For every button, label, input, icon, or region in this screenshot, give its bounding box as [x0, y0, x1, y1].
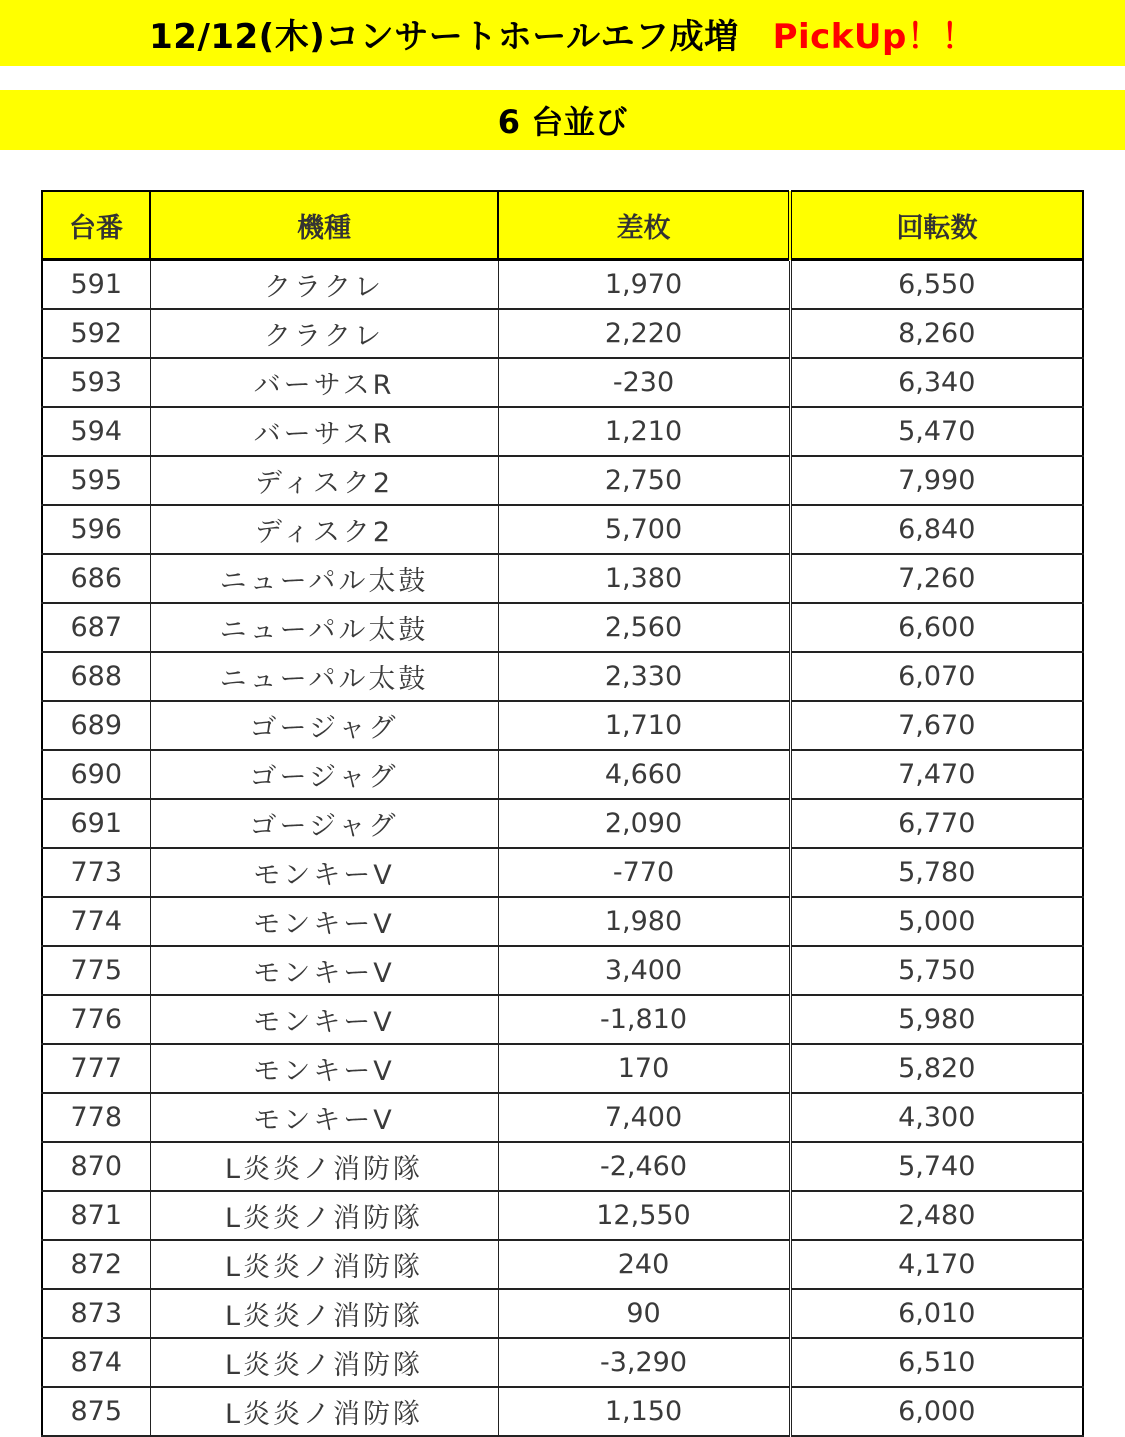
model-cell: バーサスR [150, 358, 498, 407]
column-header-machine-number: 台番 [42, 191, 150, 260]
spins-cell: 6,840 [790, 505, 1083, 554]
spins-cell: 6,600 [790, 603, 1083, 652]
table-row [42, 750, 1083, 799]
machine-number-cell: 875 [42, 1387, 150, 1436]
model-cell: クラクレ [150, 260, 498, 310]
spins-cell: 6,340 [790, 358, 1083, 407]
results-table-container [41, 190, 1082, 1437]
page-title: 12/12(木)コンサートホールエフ成増 [149, 16, 739, 57]
difference-cell: -230 [498, 358, 790, 407]
table-row [42, 995, 1083, 1044]
spins-cell: 6,070 [790, 652, 1083, 701]
machine-number-cell: 594 [42, 407, 150, 456]
table-row [42, 946, 1083, 995]
spins-cell: 5,980 [790, 995, 1083, 1044]
difference-cell: -3,290 [498, 1338, 790, 1387]
difference-cell: 1,150 [498, 1387, 790, 1436]
difference-cell: 1,970 [498, 260, 790, 310]
machine-number-cell: 778 [42, 1093, 150, 1142]
difference-cell: 1,980 [498, 897, 790, 946]
model-cell: ゴージャグ [150, 701, 498, 750]
model-cell: ディスク2 [150, 456, 498, 505]
machine-number-cell: 690 [42, 750, 150, 799]
machine-number-cell: 870 [42, 1142, 150, 1191]
machine-number-cell: 871 [42, 1191, 150, 1240]
table-row [42, 407, 1083, 456]
model-cell: ニューパル太鼓 [150, 652, 498, 701]
results-table [41, 190, 1084, 1437]
machine-number-cell: 686 [42, 554, 150, 603]
model-cell: モンキーV [150, 897, 498, 946]
model-cell: バーサスR [150, 407, 498, 456]
difference-cell: 1,210 [498, 407, 790, 456]
model-cell: ゴージャグ [150, 799, 498, 848]
difference-cell: 1,710 [498, 701, 790, 750]
model-cell: L炎炎ノ消防隊 [150, 1142, 498, 1191]
machine-number-cell: 593 [42, 358, 150, 407]
spins-cell: 4,300 [790, 1093, 1083, 1142]
machine-number-cell: 691 [42, 799, 150, 848]
title-banner [0, 0, 1125, 66]
table-row [42, 554, 1083, 603]
machine-number-cell: 596 [42, 505, 150, 554]
model-cell: L炎炎ノ消防隊 [150, 1240, 498, 1289]
table-row [42, 1191, 1083, 1240]
spins-cell: 5,000 [790, 897, 1083, 946]
table-row [42, 1289, 1083, 1338]
table-row [42, 1142, 1083, 1191]
difference-cell: 4,660 [498, 750, 790, 799]
model-cell: L炎炎ノ消防隊 [150, 1191, 498, 1240]
machine-number-cell: 776 [42, 995, 150, 1044]
difference-cell: 2,750 [498, 456, 790, 505]
machine-number-cell: 688 [42, 652, 150, 701]
machine-number-cell: 689 [42, 701, 150, 750]
table-row [42, 701, 1083, 750]
spins-cell: 6,010 [790, 1289, 1083, 1338]
table-row [42, 309, 1083, 358]
difference-cell: 90 [498, 1289, 790, 1338]
difference-cell: 1,380 [498, 554, 790, 603]
machine-number-cell: 592 [42, 309, 150, 358]
model-cell: ニューパル太鼓 [150, 603, 498, 652]
model-cell: モンキーV [150, 1044, 498, 1093]
spins-cell: 6,770 [790, 799, 1083, 848]
table-row [42, 1338, 1083, 1387]
difference-cell: -1,810 [498, 995, 790, 1044]
spins-cell: 7,670 [790, 701, 1083, 750]
table-header-row [42, 191, 1083, 260]
column-header-spins: 回転数 [790, 191, 1083, 260]
table-row [42, 260, 1083, 310]
model-cell: クラクレ [150, 309, 498, 358]
machine-number-cell: 777 [42, 1044, 150, 1093]
difference-cell: 240 [498, 1240, 790, 1289]
table-row [42, 652, 1083, 701]
spins-cell: 2,480 [790, 1191, 1083, 1240]
difference-cell: 2,090 [498, 799, 790, 848]
model-cell: ディスク2 [150, 505, 498, 554]
table-row [42, 1387, 1083, 1436]
model-cell: ゴージャグ [150, 750, 498, 799]
machine-number-cell: 873 [42, 1289, 150, 1338]
spins-cell: 6,000 [790, 1387, 1083, 1436]
difference-cell: 2,220 [498, 309, 790, 358]
column-header-model: 機種 [150, 191, 498, 260]
table-row [42, 848, 1083, 897]
subtitle-banner [0, 90, 1125, 150]
model-cell: モンキーV [150, 1093, 498, 1142]
spins-cell: 5,750 [790, 946, 1083, 995]
spins-cell: 8,260 [790, 309, 1083, 358]
table-row [42, 456, 1083, 505]
model-cell: モンキーV [150, 848, 498, 897]
machine-number-cell: 775 [42, 946, 150, 995]
spins-cell: 5,470 [790, 407, 1083, 456]
model-cell: モンキーV [150, 946, 498, 995]
spins-cell: 6,550 [790, 260, 1083, 310]
table-row [42, 358, 1083, 407]
difference-cell: -2,460 [498, 1142, 790, 1191]
difference-cell: 5,700 [498, 505, 790, 554]
table-row [42, 603, 1083, 652]
difference-cell: 2,560 [498, 603, 790, 652]
difference-cell: 2,330 [498, 652, 790, 701]
difference-cell: 12,550 [498, 1191, 790, 1240]
difference-cell: 7,400 [498, 1093, 790, 1142]
table-row [42, 505, 1083, 554]
table-body [42, 260, 1083, 1437]
difference-cell: 3,400 [498, 946, 790, 995]
spins-cell: 7,470 [790, 750, 1083, 799]
spins-cell: 4,170 [790, 1240, 1083, 1289]
spins-cell: 5,780 [790, 848, 1083, 897]
spins-cell: 5,740 [790, 1142, 1083, 1191]
machine-number-cell: 774 [42, 897, 150, 946]
spins-cell: 6,510 [790, 1338, 1083, 1387]
difference-cell: 170 [498, 1044, 790, 1093]
table-row [42, 799, 1083, 848]
model-cell: モンキーV [150, 995, 498, 1044]
spins-cell: 7,260 [790, 554, 1083, 603]
column-header-difference: 差枚 [498, 191, 790, 260]
machine-number-cell: 687 [42, 603, 150, 652]
difference-cell: -770 [498, 848, 790, 897]
machine-number-cell: 773 [42, 848, 150, 897]
table-row [42, 897, 1083, 946]
table-row [42, 1044, 1083, 1093]
model-cell: L炎炎ノ消防隊 [150, 1338, 498, 1387]
machine-number-cell: 872 [42, 1240, 150, 1289]
machine-number-cell: 874 [42, 1338, 150, 1387]
model-cell: ニューパル太鼓 [150, 554, 498, 603]
machine-number-cell: 595 [42, 456, 150, 505]
table-row [42, 1240, 1083, 1289]
table-row [42, 1093, 1083, 1142]
spins-cell: 7,990 [790, 456, 1083, 505]
model-cell: L炎炎ノ消防隊 [150, 1289, 498, 1338]
page-subtitle: 6 台並び [497, 103, 628, 141]
machine-number-cell: 591 [42, 260, 150, 310]
model-cell: L炎炎ノ消防隊 [150, 1387, 498, 1436]
pickup-label: PickUp！！ [772, 16, 976, 57]
spins-cell: 5,820 [790, 1044, 1083, 1093]
